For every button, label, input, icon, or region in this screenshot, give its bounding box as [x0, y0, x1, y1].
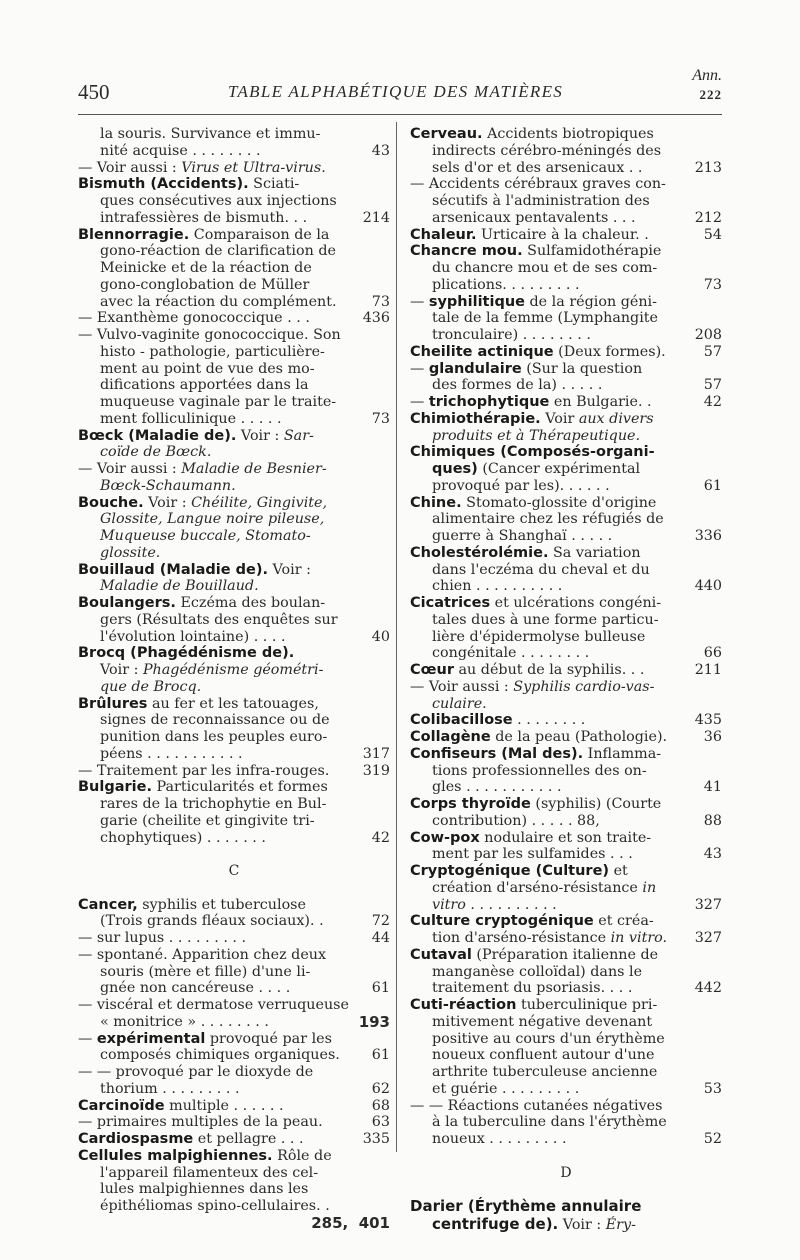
right-column	[410, 126, 722, 1234]
index-line: — primaires multiples de la peau. 63	[78, 1114, 390, 1131]
index-line: — expérimental provoqué par les	[78, 1030, 332, 1047]
entry-heading: Chaleur.	[410, 226, 477, 243]
index-entry: Bouillaud (Maladie de). Voir :	[78, 561, 311, 578]
entry-heading: Cheilite actinique	[410, 343, 554, 360]
page-ref: 73	[371, 293, 390, 310]
index-entry: Cow-pox nodulaire et son traite-	[410, 829, 652, 846]
index-entry: Brûlures au fer et les tatouages,	[78, 695, 319, 712]
index-line: tales dues à une forme particu-	[432, 611, 659, 628]
entry-heading: Confiseurs (Mal des).	[410, 745, 584, 762]
index-entry: Cellules malpighiennes. Rôle de	[78, 1147, 332, 1164]
index-entry: Chancre mou. Sulfamidothérapie	[410, 243, 662, 260]
entry-heading: Cerveau.	[410, 126, 483, 142]
index-line: sécutifs à l'administration des	[432, 193, 650, 209]
index-line: Bœck-Schaumann.	[100, 477, 236, 494]
index-line: ment par les sulfamides . . . 43	[432, 846, 722, 863]
page-ref: 214	[362, 209, 390, 226]
page-ref: 41	[703, 779, 722, 796]
running-title: TABLE ALPHABÉTIQUE DES MATIÈRES	[228, 82, 564, 101]
index-line: Glossite, Langue noire pileuse,	[100, 511, 325, 528]
index-line: — syphilitique de la région géni-	[410, 293, 657, 310]
page-ref: 36	[703, 729, 722, 745]
page-ref: 44	[371, 930, 390, 946]
index-entry: Carcinoïde multiple . . . . . . 68	[78, 1097, 390, 1114]
entry-heading: Cholestérolémie.	[410, 544, 549, 561]
index-entry: Collagène de la peau (Pathologie). 36	[410, 729, 722, 745]
index-line: gnée non cancéreuse . . . . 61	[100, 980, 390, 997]
entry-heading: Darier (Érythème annulaire	[410, 1197, 642, 1215]
page-ref: 63	[371, 1114, 390, 1131]
index-line: tronculaire) . . . . . . . . 208	[432, 327, 722, 343]
index-line: — viscéral et dermatose verruqueuse	[78, 997, 349, 1013]
entry-heading: Cuti-réaction	[410, 997, 517, 1013]
entry-heading: Cœur	[410, 662, 454, 678]
index-line: culaire.	[432, 695, 487, 712]
index-line: arthrite tuberculeuse ancienne	[432, 1064, 658, 1080]
index-entry: Corps thyroïde (syphilis) (Courte	[410, 796, 662, 812]
index-entry: Bouche. Voir : Chéilite, Gingivite,	[78, 494, 328, 511]
left-column	[78, 126, 390, 1232]
index-line: vitro . . . . . . . . . . 327	[432, 896, 722, 913]
index-entry: Cerveau. Accidents biotropiques	[410, 126, 654, 142]
index-line: mitivement négative devenant	[432, 1013, 653, 1030]
entry-heading: Chancre mou.	[410, 243, 523, 260]
page-ref: 440	[694, 578, 722, 595]
index-entry: Cutaval (Préparation italienne de	[410, 946, 659, 963]
entry-heading: Cardiospasme	[78, 1131, 194, 1147]
page-ref: 43	[371, 142, 390, 159]
index-entry: Cryptogénique (Culture) et	[410, 863, 628, 879]
page-ref: 52	[703, 1131, 722, 1147]
index-line: composés chimiques organiques. 61	[100, 1047, 390, 1064]
index-line: coïde de Bœck.	[100, 444, 212, 461]
index-line: centrifuge de). Voir : Éry-	[432, 1214, 636, 1233]
index-line: tale de la femme (Lymphangite	[432, 310, 658, 327]
page-ref: 208	[694, 327, 722, 343]
index-line: signes de reconnaissance ou de	[100, 712, 330, 729]
index-line: lière d'épidermolyse bulleuse	[432, 628, 646, 645]
index-line: histo - pathologie, particulière-	[100, 343, 325, 360]
page-ref: 317	[362, 745, 390, 762]
page-ref: 68	[371, 1097, 390, 1114]
index-line: chophytiques) . . . . . . . 42	[100, 829, 390, 846]
index-line: noueux confluent autour d'une	[432, 1047, 655, 1064]
entry-heading: Collagène	[410, 729, 491, 745]
index-entry: Chimiothérapie. Voir aux divers	[410, 410, 654, 427]
entry-heading: Cow-pox	[410, 829, 480, 846]
page-ref: 319	[362, 762, 390, 779]
index-entry: Colibacillose . . . . . . . . 435	[410, 712, 722, 729]
page-ref: 285, 401	[311, 1213, 390, 1232]
index-line: — Voir aussi : Virus et Ultra-virus.	[78, 159, 326, 176]
entry-heading: Chimiques (Composés-organi-	[410, 444, 655, 461]
index-line: indirects cérébro-méningés des	[432, 142, 662, 159]
entry-heading: Carcinoïde	[78, 1097, 165, 1114]
index-line: — Voir aussi : Syphilis cardio-vas-	[410, 678, 655, 695]
index-line: péens . . . . . . . . . . . 317	[100, 745, 390, 762]
index-entry: Bismuth (Accidents). Sciati-	[78, 176, 300, 193]
page-ref: 57	[703, 377, 722, 394]
index-line: — Traitement par les infra-rouges. 319	[78, 762, 390, 779]
index-entry: Cheilite actinique (Deux formes). 57	[410, 343, 722, 360]
index-line: noueux . . . . . . . . . 52	[432, 1131, 722, 1147]
index-line: muqueuse vaginale par le traite-	[100, 394, 337, 410]
index-line: souris (mère et fille) d'une li-	[100, 963, 311, 980]
entry-heading: Bulgarie.	[78, 779, 152, 796]
index-entry: Cardiospasme et pellagre . . . 335	[78, 1131, 390, 1147]
entry-heading: Corps thyroïde	[410, 796, 531, 812]
entry-heading: Blennorragie.	[78, 226, 190, 243]
column-divider	[396, 122, 397, 1152]
index-line: épithéliomas spino-cellulaires. .	[100, 1198, 330, 1214]
index-line: difications apportées dans la	[100, 377, 309, 394]
index-entry	[410, 1198, 722, 1216]
page-ref: 335	[362, 1131, 390, 1147]
index-entry: Confiseurs (Mal des). Inflamma-	[410, 745, 662, 762]
index-line: nité acquise . . . . . . . . 43	[100, 142, 390, 159]
page-ref: 61	[703, 477, 722, 494]
page-ref: 42	[371, 829, 390, 846]
index-entry: Blennorragie. Comparaison de la	[78, 226, 330, 243]
index-entry: Boulangers. Eczéma des boulan-	[78, 595, 326, 611]
index-line: Voir : Phagédénisme géométri-	[100, 662, 324, 678]
entry-heading: Brûlures	[78, 695, 148, 712]
page-ref: 436	[362, 310, 390, 327]
page-ref: 66	[703, 645, 722, 662]
index-line: tion d'arséno-résistance in vitro. 327	[432, 930, 722, 946]
index-line: du chancre mou et de ses com-	[432, 260, 658, 276]
entry-heading: Bismuth (Accidents).	[78, 176, 249, 193]
index-line: ment au point de vue des mo-	[100, 360, 315, 377]
index-line: gono-conglobation de Müller	[100, 276, 310, 293]
index-line: et guérie . . . . . . . . . 53	[432, 1080, 722, 1097]
index-entry: Cholestérolémie. Sa variation	[410, 544, 641, 561]
index-line: des formes de la) . . . . . 57	[432, 377, 722, 394]
volume-reference	[692, 66, 722, 104]
index-line: tions professionnelles des on-	[432, 762, 647, 779]
index-line: ques) (Cancer expérimental	[432, 461, 641, 477]
entry-heading: Boulangers.	[78, 595, 176, 611]
index-line: — sur lupus . . . . . . . . . 44	[78, 930, 390, 946]
header-rule	[78, 114, 722, 115]
index-line: Meinicke et de la réaction de	[100, 260, 312, 276]
page-ref: 61	[371, 980, 390, 997]
index-entry	[410, 444, 722, 461]
index-entry: Chaleur. Urticaire à la chaleur. . 54	[410, 226, 722, 243]
index-entry: Cancer, syphilis et tuberculose	[78, 896, 306, 913]
page-ref: 43	[703, 846, 722, 863]
index-line: (Trois grands fléaux sociaux). . 72	[100, 913, 390, 930]
index-line: glossite.	[100, 544, 161, 561]
index-line: — Voir aussi : Maladie de Besnier-	[78, 461, 327, 477]
index-entry	[78, 645, 390, 662]
index-line: — Exanthème gonococcique . . . 436	[78, 310, 390, 327]
index-entry: Cœur au début de la syphilis. . . 211	[410, 662, 722, 678]
index-line: la souris. Survivance et immu-	[100, 126, 321, 142]
volume-number: 222	[699, 87, 722, 102]
index-line: l'évolution lointaine) . . . . 40	[100, 628, 390, 645]
index-entry: Bœck (Maladie de). Voir : Sar-	[78, 427, 314, 444]
index-line: produits et à Thérapeutique.	[432, 427, 641, 444]
index-line: à la tuberculine dans l'érythème	[432, 1114, 667, 1131]
entry-heading: Colibacillose	[410, 712, 513, 729]
index-entry: Cicatrices et ulcérations congéni-	[410, 595, 662, 611]
index-line: — — provoqué par le dioxyde de	[78, 1064, 314, 1080]
entry-heading: Cellules malpighiennes.	[78, 1147, 273, 1164]
index-line: création d'arséno-résistance in	[432, 879, 657, 896]
annales-abbreviation: Ann.	[692, 67, 722, 84]
entry-heading: Cryptogénique (Culture)	[410, 863, 610, 879]
index-line: rares de la trichophytie en Bul-	[100, 796, 327, 812]
index-line: — — Réactions cutanées négatives	[410, 1097, 663, 1114]
index-line: avec la réaction du complément. 73	[100, 293, 390, 310]
index-line: gles . . . . . . . . . . . 41	[432, 779, 722, 796]
page-ref: 40	[371, 628, 390, 645]
entry-heading: Chimiothérapie.	[410, 410, 541, 427]
index-entry: Bulgarie. Particularités et formes	[78, 779, 328, 796]
index-line: arsenicaux pentavalents . . . 212	[432, 209, 722, 226]
index-line: punition dans les peuples euro-	[100, 729, 328, 745]
index-line: « monitrice » . . . . . . . . 193	[100, 1012, 390, 1031]
entry-heading: Cicatrices	[410, 595, 491, 611]
index-line: sels d'or et des arsenicaux . . 213	[432, 159, 722, 176]
index-line: contribution) . . . . . 88, 88	[432, 812, 722, 829]
index-entry: Cuti-réaction tuberculinique pri-	[410, 997, 658, 1013]
page-ref: 327	[694, 930, 722, 946]
page-ref: 211	[694, 662, 722, 678]
page-ref: 61	[371, 1047, 390, 1064]
index-line: — spontané. Apparition chez deux	[78, 946, 327, 963]
index-line: congénitale . . . . . . . . 66	[432, 645, 722, 662]
index-line: l'appareil filamenteux des cel-	[100, 1164, 319, 1181]
entry-heading: Cancer,	[78, 896, 138, 913]
entry-heading: Bouillaud (Maladie de).	[78, 561, 268, 578]
index-line: que de Brocq.	[100, 678, 202, 695]
page-ref: 73	[371, 410, 390, 427]
page-number: 450	[78, 80, 110, 104]
page-ref: 73	[703, 276, 722, 293]
page-ref: 54	[703, 226, 722, 243]
index-line: alimentaire chez les réfugiés de	[432, 511, 664, 528]
entry-heading: Brocq (Phagédénisme de).	[78, 645, 295, 662]
index-line: — glandulaire (Sur la question	[410, 360, 643, 377]
index-line: Maladie de Bouillaud.	[100, 578, 259, 595]
page-ref: 53	[703, 1080, 722, 1097]
index-line: thorium . . . . . . . . . 62	[100, 1080, 390, 1097]
page-ref: 327	[694, 896, 722, 913]
index-line: plications. . . . . . . . . 73	[432, 276, 722, 293]
page-ref: 42	[703, 394, 722, 410]
section-letter-d: D	[560, 1164, 572, 1181]
page-ref: 72	[371, 913, 390, 930]
section-letter-c: C	[228, 863, 240, 879]
page-ref: 62	[371, 1080, 390, 1097]
index-line: traitement du psoriasis. . . . 442	[432, 980, 722, 997]
index-line: garie (cheilite et gingivite tri-	[100, 812, 315, 829]
index-entry: Chine. Stomato-glossite d'origine	[410, 494, 657, 511]
page-ref: 213	[694, 159, 722, 176]
index-line: — Vulvo-vaginite gonococcique. Son	[78, 327, 341, 343]
entry-heading: Chine.	[410, 494, 462, 511]
index-line: guerre à Shanghaï . . . . . 336	[432, 528, 722, 544]
entry-heading: Culture cryptogénique	[410, 913, 594, 930]
index-line: intrafessières de bismuth. . . 214	[100, 209, 390, 226]
index-line: manganèse colloïdal) dans le	[432, 963, 643, 980]
entry-heading: Cutaval	[410, 946, 472, 963]
index-line: positive au cours d'un érythème	[432, 1030, 665, 1047]
page-ref: 336	[694, 528, 722, 544]
page-ref: 88	[703, 812, 722, 829]
index-line: provoqué par les). . . . . . 61	[432, 477, 722, 494]
page-ref: 435	[694, 712, 722, 729]
index-line: chien . . . . . . . . . . 440	[432, 578, 722, 595]
index-entry: Culture cryptogénique et créa-	[410, 913, 654, 930]
index-line: — Accidents cérébraux graves con-	[410, 176, 666, 193]
index-line: gers (Résultats des enquêtes sur	[100, 611, 338, 628]
index-line: dans l'eczéma du cheval et du	[432, 561, 650, 578]
entry-heading: Bouche.	[78, 494, 144, 511]
index-line: ment folliculinique . . . . . 73	[100, 410, 390, 427]
page-ref: 442	[694, 980, 722, 997]
page-ref: 57	[703, 343, 722, 360]
index-line: ques consécutives aux injections	[100, 193, 337, 209]
index-line: lules malpighiennes dans les	[100, 1181, 309, 1198]
index-line: — trichophytique en Bulgarie. . 42	[410, 394, 722, 410]
page-ref: 212	[694, 209, 722, 226]
page-ref: 193	[358, 1012, 390, 1031]
entry-heading: Bœck (Maladie de).	[78, 427, 237, 444]
index-line: Muqueuse buccale, Stomato-	[100, 528, 311, 544]
index-line: gono-réaction de clarification de	[100, 243, 336, 260]
